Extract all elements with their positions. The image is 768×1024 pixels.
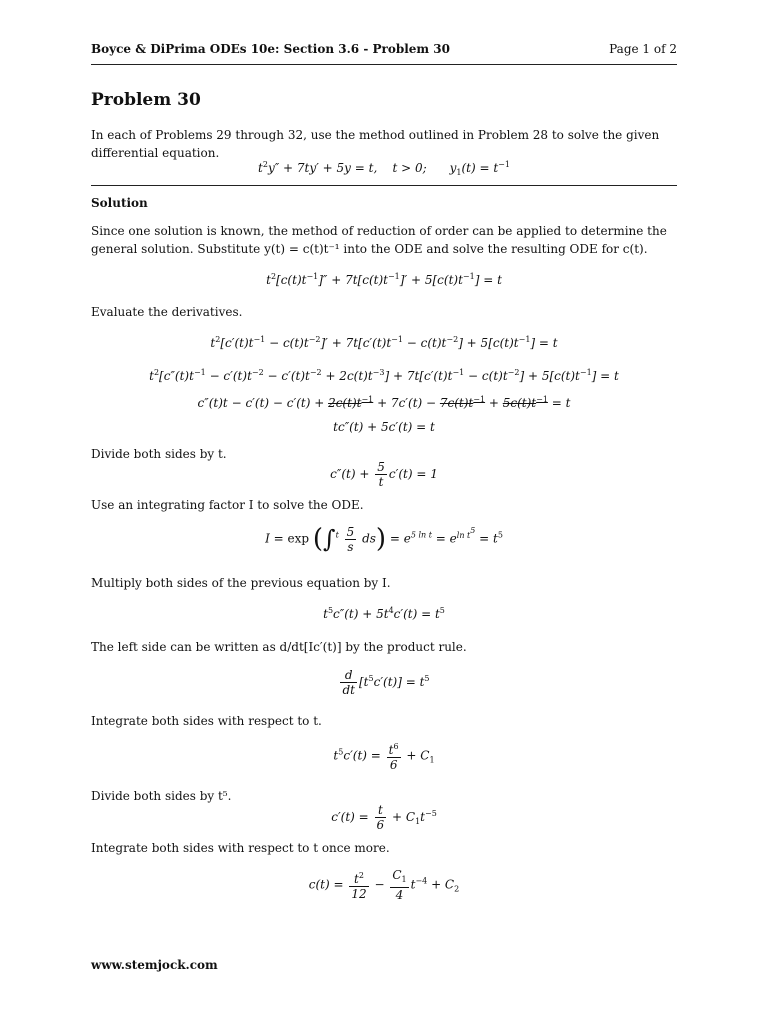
equation-simplified: tc″(t) + 5c′(t) = t: [333, 420, 435, 434]
equation-divided: c″(t) + $\frac{5}{t}$ c′(t) = 1: [330, 460, 438, 489]
equation-derivative-1: $t^2[c'(t)t^{-1} - c(t)t^{-2}]' + 7t[c'(t)t^{-1} - c(t)t^{-2}] + 5[c(t)t^{-1}] = t$: [210, 335, 558, 350]
equation-multiplied: $t^5c''(t) + 5t^4c'(t) = t^5$: [323, 606, 445, 621]
step-multiply: Multiply both sides of the previous equation by I.: [91, 576, 391, 590]
header-rule: [91, 64, 677, 65]
equation-integrated: $t^5c'(t)$ = $\frac{t^6}{6}$ + $C_1$: [333, 742, 435, 772]
step-integrating-factor: Use an integrating factor I to solve the ODE.: [91, 498, 364, 512]
problem-statement: In each of Problems 29 through 32, use the method outlined in Problem 28 to solve the given differential equation.: [91, 128, 660, 160]
section-rule: [91, 185, 677, 186]
step-evaluate: Evaluate the derivatives.: [91, 305, 243, 319]
solution-heading: Solution: [91, 196, 148, 210]
step-divide-t5: Divide both sides by t⁵.: [91, 789, 232, 803]
equation-given: $t^2y'' + 7ty' + 5y = t$, t > 0; $y_1(t) = t^{-1}$: [258, 160, 510, 177]
equation-c-prime: c′(t) = $\frac{t}{6}$ + $C_1t^{-5}$: [331, 803, 437, 832]
step-product-rule: The left side can be written as d/dt[Ic′(t)] by the product rule.: [91, 640, 467, 654]
equation-derivative-2: $t^2[c''(t)t^{-1} - c'(t)t^{-2} - c'(t)t^{-2} + 2c(t)t^{-3}] + 7t[c'(t)t^{-1} - c(t)t^{-2}] + 5[c(t)t^{-1}] = t$: [149, 368, 619, 383]
page-header: [91, 42, 677, 56]
header-title: Boyce & DiPrima ODEs 10e: Section 3.6 - Problem 30: [91, 42, 450, 56]
equation-c: c(t) = $\frac{t^2}{12}$ − $\frac{C_1}{4}$ $t^{-4} + C_2$: [308, 868, 460, 902]
equation-product-rule: $\frac{d}{dt}$ $[t^5c'(t)] = t^5$: [342, 668, 430, 697]
problem-heading: Problem 30: [91, 90, 201, 110]
page-number: Page 1 of 2: [609, 42, 677, 56]
equation-substitution: $t^2[c(t)t^{-1}]'' + 7t[c(t)t^{-1}]' + 5[c(t)t^{-1}] = t$: [266, 272, 502, 287]
footer-url: www.stemjock.com: [91, 958, 218, 972]
equation-derivative-3: $c''(t)t - c'(t) - c'(t) + 2c(t)t^{-1} + 7c'(t) - 7c(t)t^{-1} + 5c(t)t^{-1} = t$: [197, 395, 571, 410]
step-integrate: Integrate both sides with respect to t.: [91, 714, 322, 728]
step-divide-t: Divide both sides by t.: [91, 447, 227, 461]
step-integrate-again: Integrate both sides with respect to t once more.: [91, 841, 390, 855]
equation-integrating-factor: I = exp (∫$^t$ $\frac{5}{s}$ $ds) = e^{5 ln t} = e^{ln t^5} = t^5$: [265, 524, 503, 554]
solution-intro: Since one solution is known, the method of reduction of order can be applied to determine the general solution. Substitute y(t) = c(t)t⁻¹ into the ODE and solve the resulting ODE for c(t).: [91, 224, 667, 256]
